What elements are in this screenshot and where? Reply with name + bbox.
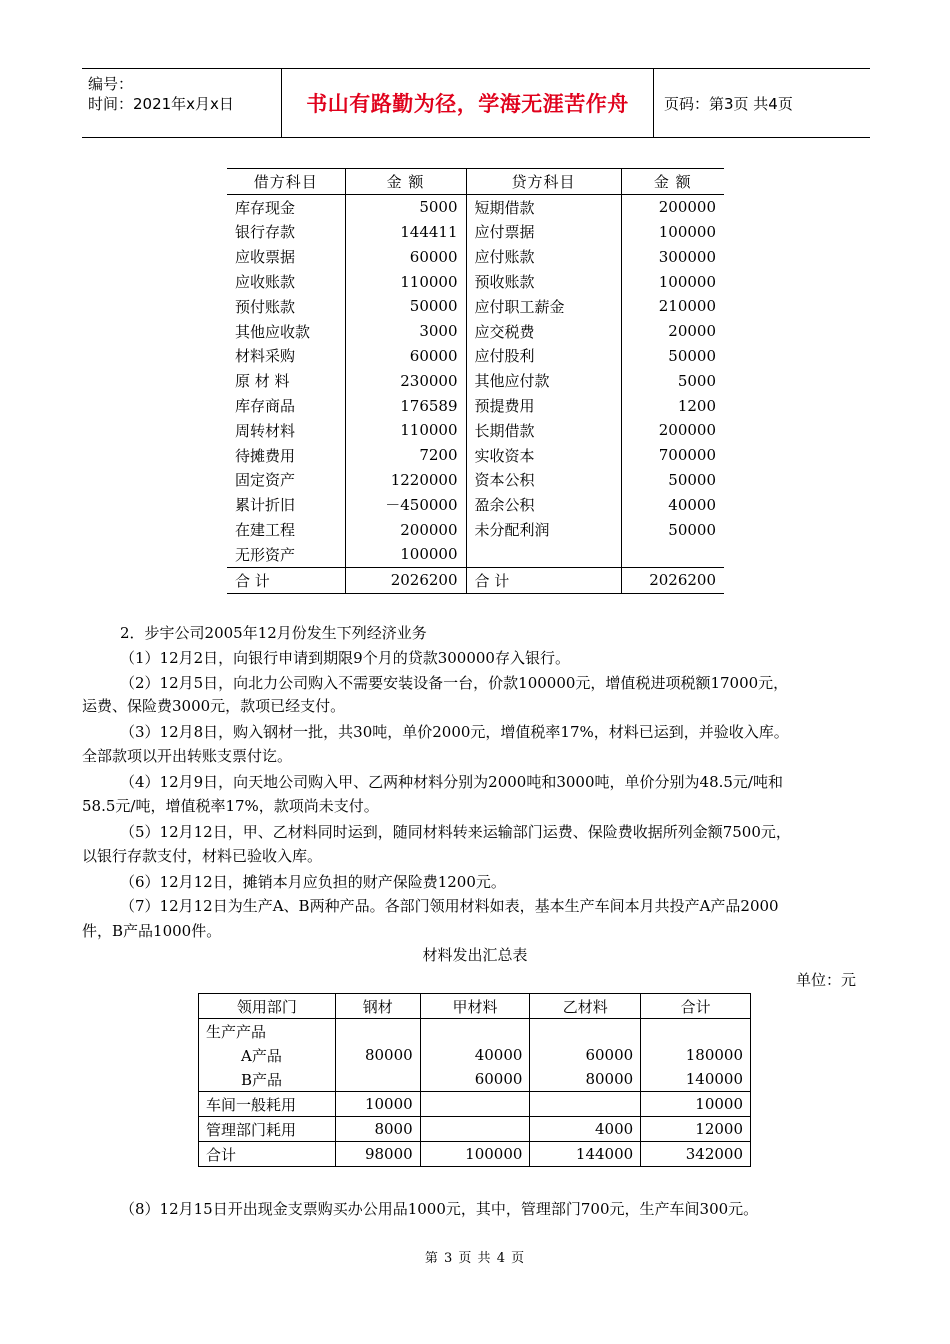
- table-cell: 10000: [641, 1092, 751, 1117]
- debit-amount-header: 金 额: [345, 169, 466, 195]
- material-a-header: 甲材料: [420, 994, 530, 1019]
- material-b-header: 乙材料: [530, 994, 641, 1019]
- paragraph: 2．步宇公司2005年12月份发生下列经济业务: [120, 624, 427, 642]
- debit-account: 待摊费用: [227, 443, 345, 468]
- credit-account: 实收资本: [466, 443, 621, 468]
- total-row: [227, 567, 724, 593]
- debit-amount: 200000: [345, 517, 466, 542]
- paragraph: （7）12月12日为生产A、B两种产品。各部门领用材料如表，基本生产车间本月共投产A产品2000: [120, 897, 779, 915]
- paragraph: （5）12月12日，甲、乙材料同时运到，随同材料转来运输部门运费、保险费收据所列金额7500元，: [120, 823, 791, 841]
- debit-amount: 50000: [345, 294, 466, 319]
- materials-table: [198, 993, 751, 1167]
- header-info-cell: [82, 69, 282, 137]
- credit-account: 应付职工薪金: [466, 294, 621, 319]
- debit-total-label: 合 计: [227, 567, 345, 593]
- paragraph: （8）12月15日开出现金支票购买办公用品1000元，其中，管理部门700元，生产车间300元。: [120, 1200, 759, 1218]
- debit-amount: 7200: [345, 443, 466, 468]
- debit-account: 材料采购: [227, 344, 345, 369]
- table-row: [199, 1067, 751, 1092]
- group-label: 生产产品: [199, 1019, 336, 1044]
- table-row: [227, 244, 724, 269]
- credit-amount: 50000: [668, 346, 716, 365]
- credit-account-header: 贷方科目: [466, 169, 621, 195]
- table-cell: 10000: [335, 1092, 420, 1117]
- table-row: [227, 542, 724, 567]
- table-cell: 342000: [641, 1142, 751, 1167]
- debit-amount: 230000: [345, 368, 466, 393]
- debit-account: 在建工程: [227, 517, 345, 542]
- credit-account: 预收账款: [466, 269, 621, 294]
- motto: 书山有路勤为径，学海无涯苦作舟: [306, 92, 629, 116]
- table-cell: [530, 1092, 641, 1117]
- header-page-cell: [654, 69, 870, 137]
- table-row: [227, 220, 724, 245]
- table-row: [199, 1043, 751, 1067]
- paragraph: （3）12月8日，购入钢材一批，共30吨，单价2000元，增值税率17%，材料已运到，并验收入库。: [120, 723, 789, 741]
- table-row: [227, 517, 724, 542]
- table-row: [227, 468, 724, 493]
- debit-amount: 5000: [345, 194, 466, 219]
- total-row: [199, 1142, 751, 1167]
- row-label: B产品: [199, 1067, 336, 1092]
- debit-amount: 110000: [345, 269, 466, 294]
- debit-account: 固定资产: [227, 468, 345, 493]
- unit-label: 单位：元: [796, 971, 857, 989]
- debit-account: 无形资产: [227, 542, 345, 567]
- debit-amount: 144411: [345, 220, 466, 245]
- paragraph: （6）12月12日，摊销本月应负担的财产保险费1200元。: [120, 873, 506, 891]
- debit-amount: 3000: [345, 319, 466, 344]
- credit-amount: 700000: [658, 446, 716, 465]
- table-row: [227, 443, 724, 468]
- table-row: [227, 269, 724, 294]
- credit-amount-header: 金 额: [621, 169, 724, 195]
- page-label: 页码：第3页 共4页: [664, 94, 793, 113]
- credit-account: 其他应付款: [466, 368, 621, 393]
- materials-header-row: [199, 994, 751, 1019]
- paragraph: 58.5元/吨，增值税率17%，款项尚未支付。: [82, 797, 379, 815]
- debit-account-header: 借方科目: [227, 169, 345, 195]
- credit-account: 未分配利润: [466, 517, 621, 542]
- table-row: [227, 319, 724, 344]
- table-cell: 12000: [641, 1117, 751, 1142]
- paragraph: （2）12月5日，向北力公司购入不需要安装设备一台，价款100000元，增值税进项税额17000元，: [120, 674, 789, 692]
- credit-amount: 100000: [658, 222, 716, 241]
- credit-account: 应付票据: [466, 220, 621, 245]
- credit-account: 应付账款: [466, 244, 621, 269]
- credit-amount: 210000: [658, 297, 716, 316]
- debit-account: 其他应收款: [227, 319, 345, 344]
- debit-amount: 100000: [345, 542, 466, 567]
- table-cell: 60000: [530, 1043, 641, 1067]
- debit-account: 原 材 料: [227, 368, 345, 393]
- credit-total-label: 合 计: [466, 567, 621, 593]
- paragraph: 全部款项以开出转账支票付讫。: [82, 747, 293, 765]
- credit-account: 预提费用: [466, 393, 621, 418]
- number-label: 编号：: [88, 75, 134, 93]
- paragraph: 件，B产品1000件。: [82, 922, 222, 940]
- page-header: [82, 68, 870, 138]
- debit-amount: 176589: [345, 393, 466, 418]
- debit-amount: 60000: [345, 244, 466, 269]
- header-motto-cell: [282, 69, 654, 137]
- table-cell: 80000: [335, 1043, 420, 1067]
- table-cell: [420, 1092, 530, 1117]
- table-row: [199, 1092, 751, 1117]
- debit-account: 银行存款: [227, 220, 345, 245]
- credit-amount: [621, 542, 724, 567]
- credit-amount: 200000: [658, 198, 716, 217]
- credit-amount: 50000: [668, 470, 716, 489]
- debit-amount: 60000: [345, 344, 466, 369]
- debit-amount: －450000: [345, 492, 466, 517]
- credit-account: [466, 542, 621, 567]
- credit-account: 长期借款: [466, 418, 621, 443]
- debit-account: 周转材料: [227, 418, 345, 443]
- paragraph: （4）12月9日，向天地公司购入甲、乙两种材料分别为2000吨和3000吨，单价分别为48.5元/吨和: [120, 773, 783, 791]
- total-header: 合计: [641, 994, 751, 1019]
- table-cell: 180000: [641, 1043, 751, 1067]
- table-row: [227, 194, 724, 219]
- table-row: [199, 1117, 751, 1142]
- table-cell: 40000: [420, 1043, 530, 1067]
- credit-amount: 40000: [668, 495, 716, 514]
- debit-account: 应收账款: [227, 269, 345, 294]
- table-cell: 144000: [530, 1142, 641, 1167]
- credit-amount: 20000: [668, 322, 716, 341]
- credit-account: 短期借款: [466, 194, 621, 219]
- table-row: [227, 492, 724, 517]
- balance-header-row: [227, 169, 724, 195]
- table-cell: [335, 1067, 420, 1092]
- debit-account: 库存商品: [227, 393, 345, 418]
- time-label: 时间：2021年x月x日: [88, 95, 234, 113]
- credit-account: 资本公积: [466, 468, 621, 493]
- credit-amount: 1200: [677, 396, 716, 415]
- credit-account: 应交税费: [466, 319, 621, 344]
- table-cell: 4000: [530, 1117, 641, 1142]
- page-footer: 第 3 页 共 4 页: [424, 1251, 526, 1266]
- table-row: [227, 368, 724, 393]
- table-row: [227, 344, 724, 369]
- balance-table: [227, 168, 724, 594]
- table-cell: 100000: [420, 1142, 530, 1167]
- table-cell: 98000: [335, 1142, 420, 1167]
- table-row: [227, 393, 724, 418]
- steel-header: 钢材: [335, 994, 420, 1019]
- debit-amount: 1220000: [345, 468, 466, 493]
- credit-total: 2026200: [621, 567, 724, 593]
- table-cell: [420, 1117, 530, 1142]
- table-row: [199, 1019, 751, 1044]
- paragraph: 运费、保险费3000元，款项已经支付。: [82, 697, 346, 715]
- credit-amount: 200000: [658, 421, 716, 440]
- paragraph: 以银行存款支付，材料已验收入库。: [82, 847, 323, 865]
- row-label: 合计: [199, 1142, 336, 1167]
- dept-header: 领用部门: [199, 994, 336, 1019]
- debit-account: 应收票据: [227, 244, 345, 269]
- debit-account: 预付账款: [227, 294, 345, 319]
- row-label: A产品: [199, 1043, 336, 1067]
- row-label: 管理部门耗用: [199, 1117, 336, 1142]
- debit-account: 累计折旧: [227, 492, 345, 517]
- row-label: 车间一般耗用: [199, 1092, 336, 1117]
- credit-account: 应付股利: [466, 344, 621, 369]
- credit-amount: 100000: [658, 272, 716, 291]
- credit-account: 盈余公积: [466, 492, 621, 517]
- table-cell: 8000: [335, 1117, 420, 1142]
- table-cell: 80000: [530, 1067, 641, 1092]
- table-cell: 140000: [641, 1067, 751, 1092]
- debit-amount: 110000: [345, 418, 466, 443]
- table-row: [227, 294, 724, 319]
- credit-amount: 5000: [677, 371, 716, 390]
- debit-total: 2026200: [345, 567, 466, 593]
- debit-account: 库存现金: [227, 194, 345, 219]
- table-row: [227, 418, 724, 443]
- materials-table-caption: 材料发出汇总表: [422, 946, 528, 964]
- paragraph: （1）12月2日，向银行申请到期限9个月的贷款300000存入银行。: [120, 649, 570, 667]
- credit-amount: 50000: [668, 520, 716, 539]
- credit-amount: 300000: [658, 247, 716, 266]
- table-cell: 60000: [420, 1067, 530, 1092]
